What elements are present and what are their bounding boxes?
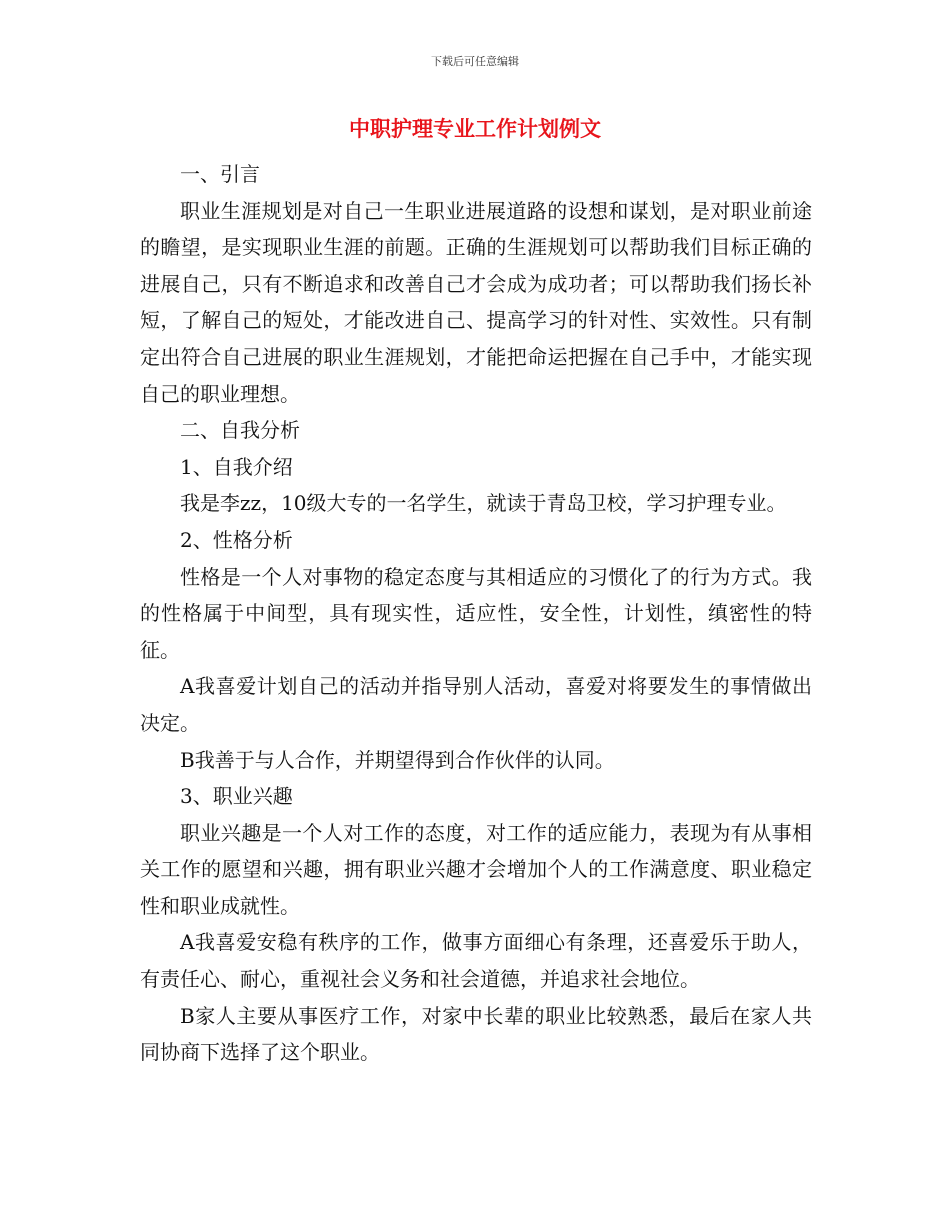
paragraph-career-interest: 职业兴趣是一个人对工作的态度，对工作的适应能力，表现为有从事相关工作的愿望和兴趣，拥有职业兴趣才会增加个人的工作满意度、职业稳定性和职业成就性。 [140, 820, 812, 918]
paragraph-self-intro: 我是李zz，10级大专的一名学生，就读于青岛卫校，学习护理专业。 [180, 491, 787, 516]
paragraph-personality: 性格是一个人对事物的稳定态度与其相适应的习惯化了的行为方式。我的性格属于中间型，具有现实性，适应性，安全性，计划性，缜密性的特征。 [140, 564, 812, 662]
paragraph-personality-b: B我善于与人合作，并期望得到合作伙伴的认同。 [180, 747, 615, 772]
paragraph-personality-a: A我喜爱计划自己的活动并指导别人活动，喜爱对将要发生的事情做出决定。 [140, 674, 812, 735]
subheading-self-intro: 1、自我介绍 [180, 454, 293, 479]
document-title: 中职护理专业工作计划例文 [349, 116, 601, 141]
section-heading-self-analysis: 二、自我分析 [180, 418, 300, 443]
paragraph-interest-b: B家人主要从事医疗工作，对家中长辈的职业比较熟悉，最后在家人共同协商下选择了这个职业。 [140, 1003, 812, 1065]
paragraph-intro: 职业生涯规划是对自己一生职业进展道路的设想和谋划，是对职业前途的瞻望，是实现职业生涯的前题。正确的生涯规划可以帮助我们目标正确的进展自己，只有不断追求和改善自己才会成为成功者；可以帮助我们扬长补短，了解自己的短处，才能改进自己、提高学习的针对性、实效性。只有制定出符合自己进展的职业生涯规划，才能把命运把握在自己手中，才能实现自己的职业理想。 [140, 198, 812, 406]
subheading-career-interest: 3、职业兴趣 [180, 784, 293, 809]
document-body [140, 156, 812, 1071]
section-heading-intro: 一、引言 [180, 162, 260, 186]
paragraph-interest-a: A我喜爱安稳有秩序的工作，做事方面细心有条理，还喜爱乐于助人，有责任心、耐心，重视社会义务和社会道德，并追求社会地位。 [140, 930, 812, 992]
subheading-personality: 2、性格分析 [180, 527, 293, 552]
header-note: 下载后可任意编辑 [431, 55, 519, 68]
